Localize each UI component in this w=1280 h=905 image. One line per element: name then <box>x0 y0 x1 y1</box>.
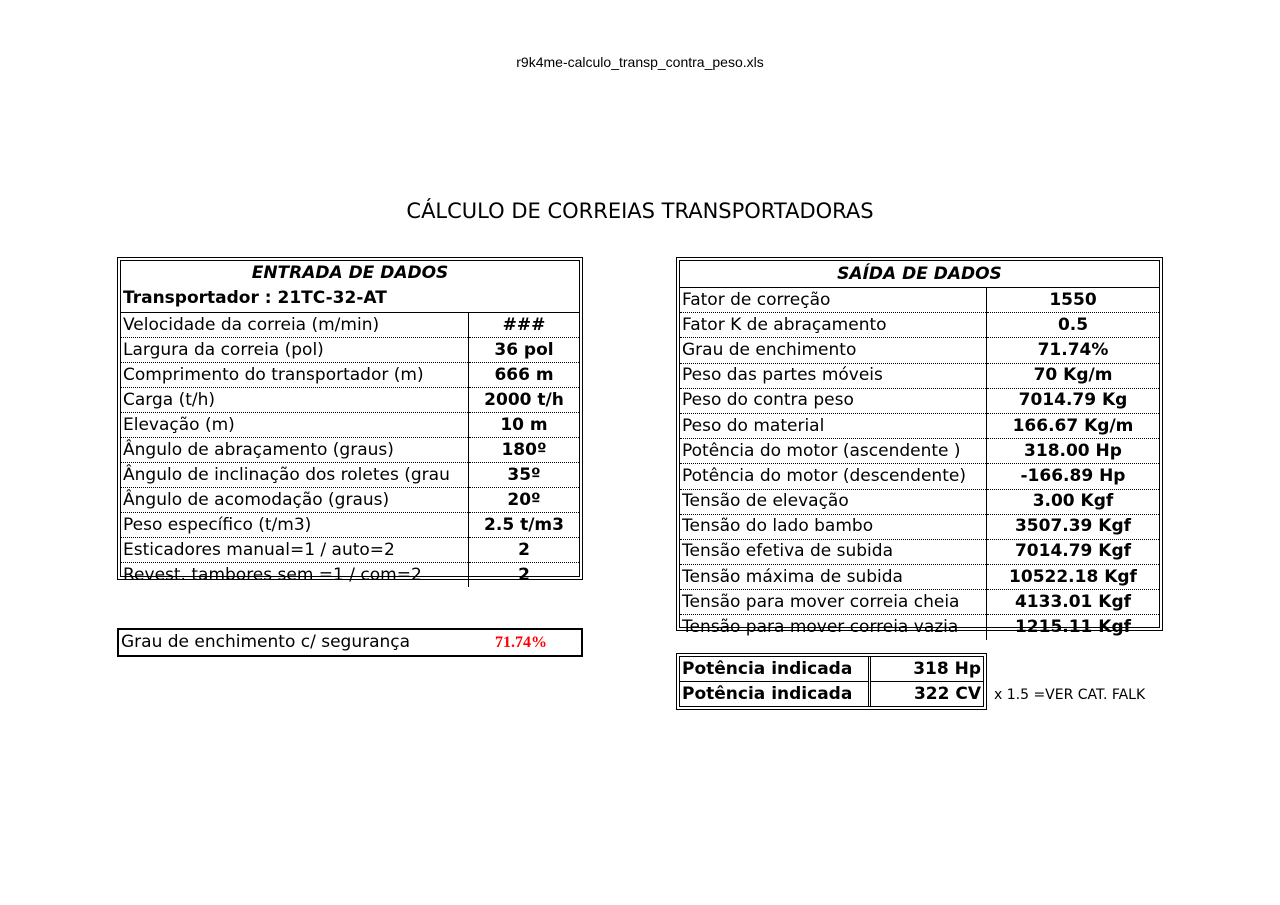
file-name: r9k4me-calculo_transp_contra_peso.xls <box>516 54 764 70</box>
input-row-label: Esticadores manual=1 / auto=2 <box>121 538 469 563</box>
fill-grade-safety-label: Grau de enchimento c/ segurança <box>121 632 411 652</box>
output-row-value[interactable]: 3.00 Kgf <box>987 489 1160 514</box>
input-data-title: ENTRADA DE DADOS <box>251 263 449 283</box>
output-row-value[interactable]: 3507.39 Kgf <box>987 514 1160 539</box>
output-row-value[interactable]: 70 Kg/m <box>987 363 1160 388</box>
output-row-label: Peso das partes móveis <box>680 363 987 388</box>
output-rows <box>680 288 1159 640</box>
input-row <box>121 438 579 463</box>
input-row <box>121 388 579 413</box>
input-row <box>121 313 579 338</box>
output-row <box>680 464 1159 489</box>
input-row-value[interactable]: 20º <box>469 488 580 513</box>
output-row-value[interactable]: 10522.18 Kgf <box>987 565 1160 590</box>
input-row-label: Ângulo de inclinação dos roletes (grau <box>121 463 469 488</box>
input-row-value[interactable]: ### <box>469 313 580 338</box>
output-row-value[interactable]: 0.5 <box>987 313 1160 338</box>
input-rows <box>121 313 579 587</box>
output-row-label: Tensão para mover correia vazia <box>682 617 959 638</box>
fill-grade-safety-box <box>117 628 583 657</box>
output-row <box>680 615 1159 640</box>
input-row <box>121 513 579 538</box>
output-row <box>680 590 1159 615</box>
output-row <box>680 539 1159 564</box>
output-row-label: Tensão para mover correia cheia <box>680 590 987 615</box>
output-row-label: Potência do motor (descendente) <box>680 464 987 489</box>
output-row-value[interactable]: 1550 <box>987 288 1160 313</box>
power-rows <box>680 657 983 707</box>
input-row <box>121 338 579 363</box>
output-row-value[interactable]: 7014.79 Kg <box>987 388 1160 413</box>
input-row-value[interactable]: 10 m <box>469 413 580 438</box>
indicated-power-table <box>676 653 987 710</box>
input-row <box>121 538 579 563</box>
input-row-label: Elevação (m) <box>121 413 469 438</box>
output-row-value[interactable]: 4133.01 Kgf <box>987 590 1160 615</box>
output-row <box>680 388 1159 413</box>
power-row-value[interactable]: 322 CV <box>870 682 984 707</box>
output-row <box>680 514 1159 539</box>
input-row-label: Revest. tambores sem =1 / com=2 <box>123 564 422 585</box>
output-row <box>680 338 1159 363</box>
output-row <box>680 313 1159 338</box>
input-row <box>121 413 579 438</box>
power-row-label: Potência indicada <box>680 682 870 707</box>
input-row-value[interactable]: 2 <box>469 538 580 563</box>
output-row-value[interactable]: -166.89 Hp <box>987 464 1160 489</box>
output-row-label: Tensão efetiva de subida <box>680 539 987 564</box>
input-row-value[interactable]: 2.5 t/m3 <box>469 513 580 538</box>
output-row <box>680 439 1159 464</box>
input-row-label: Ângulo de abraçamento (graus) <box>121 438 469 463</box>
output-row-label: Tensão de elevação <box>680 489 987 514</box>
output-row-label: Fator de correção <box>680 288 987 313</box>
output-data-table <box>676 257 1163 638</box>
output-row-value[interactable]: 318.00 Hp <box>987 439 1160 464</box>
input-row-value[interactable]: 35º <box>469 463 580 488</box>
output-row <box>680 288 1159 313</box>
input-row-value[interactable]: 2 <box>469 563 580 588</box>
power-row <box>680 682 983 707</box>
output-row <box>680 413 1159 438</box>
page-title: CÁLCULO DE CORREIAS TRANSPORTADORAS <box>406 199 874 223</box>
output-row <box>680 363 1159 388</box>
input-row-value[interactable]: 180º <box>469 438 580 463</box>
fill-grade-safety-value[interactable]: 71.74% <box>495 634 547 651</box>
input-row-label: Velocidade da correia (m/min) <box>121 313 469 338</box>
output-row-label: Potência do motor (ascendente ) <box>680 439 987 464</box>
input-row-value[interactable]: 666 m <box>469 363 580 388</box>
input-row-value[interactable]: 36 pol <box>469 338 580 363</box>
output-row-value[interactable]: 7014.79 Kgf <box>987 539 1160 564</box>
output-row-value[interactable]: 166.67 Kg/m <box>987 413 1160 438</box>
conveyor-id: Transportador : 21TC-32-AT <box>121 286 579 313</box>
output-row-label: Peso do material <box>680 413 987 438</box>
output-row-value[interactable]: 1215.11 Kgf <box>987 615 1160 640</box>
power-row <box>680 657 983 682</box>
input-data-table <box>117 257 583 585</box>
input-row-label: Peso específico (t/m3) <box>121 513 469 538</box>
input-row <box>121 363 579 388</box>
output-data-title: SAÍDA DE DADOS <box>680 261 1159 288</box>
input-row-value[interactable]: 2000 t/h <box>469 388 580 413</box>
power-row-label: Potência indicada <box>680 657 870 682</box>
output-row-label: Tensão do lado bambo <box>680 514 987 539</box>
input-row <box>121 563 579 588</box>
power-row-value[interactable]: 318 Hp <box>870 657 984 682</box>
output-row <box>680 565 1159 590</box>
falk-catalog-note: x 1.5 =VER CAT. FALK <box>994 687 1146 703</box>
input-row-label: Comprimento do transportador (m) <box>121 363 469 388</box>
output-row-label: Grau de enchimento <box>680 338 987 363</box>
output-row-value[interactable]: 71.74% <box>987 338 1160 363</box>
output-row-label: Peso do contra peso <box>680 388 987 413</box>
input-row-label: Ângulo de acomodação (graus) <box>121 488 469 513</box>
output-row <box>680 489 1159 514</box>
input-row <box>121 463 579 488</box>
input-row-label: Largura da correia (pol) <box>121 338 469 363</box>
input-row-label: Carga (t/h) <box>121 388 469 413</box>
output-row-label: Fator K de abraçamento <box>680 313 987 338</box>
input-row <box>121 488 579 513</box>
output-row-label: Tensão máxima de subida <box>680 565 987 590</box>
